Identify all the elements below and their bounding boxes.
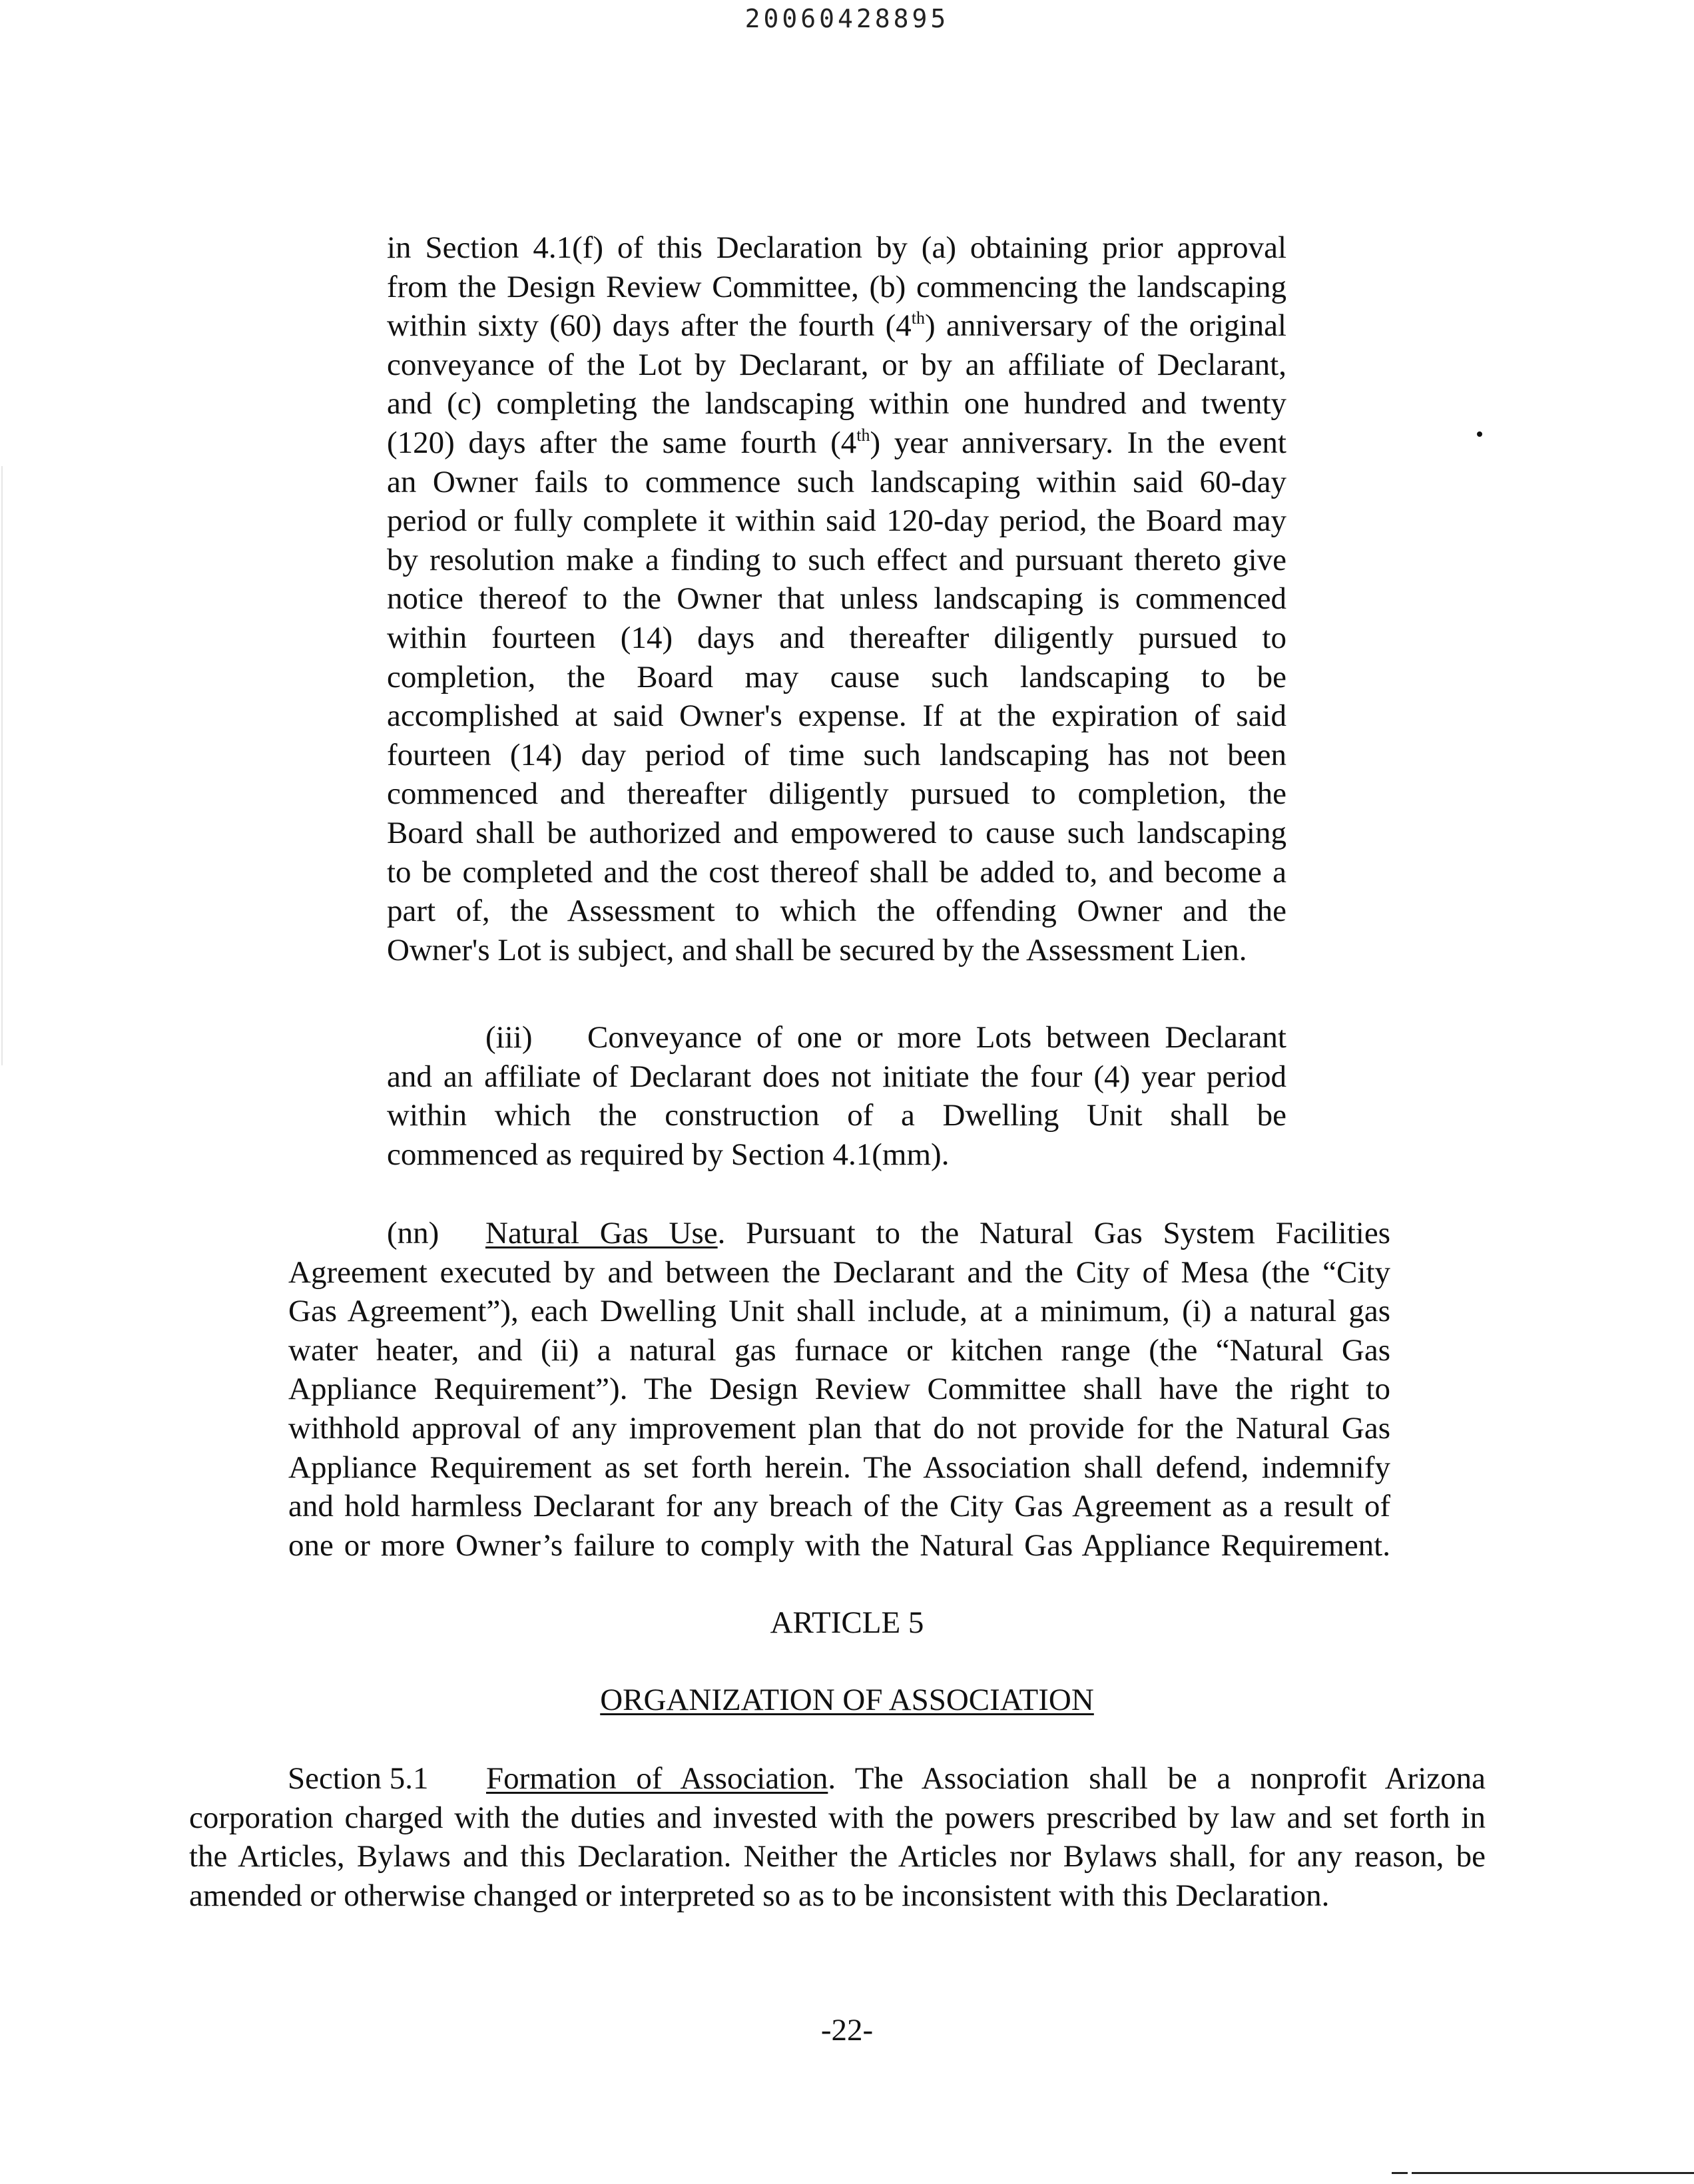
paragraph-line: completion, the Board may cause such landscaping to be bbox=[387, 659, 1286, 694]
paragraph-line: corporation charged with the duties and invested with the powers prescribed by law and set forth in bbox=[189, 1800, 1486, 1835]
section-marker: (nn) bbox=[387, 1216, 439, 1250]
section-heading: Formation of Association bbox=[486, 1761, 828, 1796]
paragraph-line: Gas Agreement”), each Dwelling Unit shall include, at a minimum, (i) a natural gas bbox=[288, 1294, 1390, 1329]
section-number: Section 5.1 bbox=[288, 1761, 429, 1796]
paragraph-line: Appliance Requirement”). The Design Review Committee shall have the right to bbox=[288, 1372, 1390, 1407]
superscript: th bbox=[911, 308, 926, 328]
paragraph-line: Appliance Requirement as set forth herein. The Association shall defend, indemnify bbox=[288, 1450, 1390, 1485]
paragraph-line: (120) days after the same fourth (4th) year anniversary. In the event bbox=[387, 425, 1286, 460]
paragraph-line: the Articles, Bylaws and this Declaration. Neither the Articles nor Bylaws shall, for any reason, be bbox=[189, 1839, 1486, 1874]
paragraph-line: (nn) Natural Gas Use. Pursuant to the Natural Gas System Facilities bbox=[288, 1214, 1390, 1253]
paragraph-line: to be completed and the cost thereof shall be added to, and become a bbox=[387, 854, 1286, 890]
paragraph-line: Section 5.1 Formation of Association. The Association shall be a nonprofit Arizona bbox=[189, 1759, 1486, 1798]
subsection-marker: (iii) bbox=[485, 1020, 533, 1055]
paragraph-line: amended or otherwise changed or interpreted so as to be inconsistent with this Declaration. bbox=[189, 1878, 1330, 1913]
paragraph-line: within sixty (60) days after the fourth (4th) anniversary of the original bbox=[387, 308, 1286, 344]
page-number: -22- bbox=[820, 2013, 874, 2048]
paragraph-line: commenced as required by Section 4.1(mm). bbox=[387, 1137, 950, 1172]
paragraph-line: fourteen (14) day period of time such landscaping has not been bbox=[387, 737, 1286, 772]
landscaping-paragraph bbox=[387, 228, 1286, 969]
superscript: th bbox=[856, 425, 870, 445]
paragraph-line: an Owner fails to commence such landscaping within said 60-day bbox=[387, 464, 1286, 499]
paragraph-line: Owner's Lot is subject, and shall be secured by the Assessment Lien. bbox=[387, 932, 1247, 967]
paragraph-line: in Section 4.1(f) of this Declaration by (a) obtaining prior approval bbox=[387, 230, 1286, 265]
paragraph-line: by resolution make a finding to such effect and pursuant thereto give bbox=[387, 542, 1286, 577]
section-heading: Natural Gas Use bbox=[485, 1216, 718, 1250]
article-title: ORGANIZATION OF ASSOCIATION bbox=[600, 1683, 1094, 1717]
article-number: ARTICLE 5 bbox=[770, 1605, 924, 1640]
subsection-iii bbox=[387, 1018, 1286, 1174]
paragraph-line: water heater, and (ii) a natural gas furnace or kitchen range (the “Natural Gas bbox=[288, 1332, 1390, 1368]
paragraph-line: within fourteen (14) days and thereafter diligently pursued to bbox=[387, 620, 1286, 655]
document-number: 20060428895 bbox=[744, 4, 950, 33]
paragraph-line: withhold approval of any improvement plan that do not provide for the Natural Gas bbox=[288, 1410, 1390, 1446]
section-nn bbox=[288, 1214, 1390, 1565]
paragraph-line: and an affiliate of Declarant does not initiate the four (4) year period bbox=[387, 1059, 1286, 1094]
paragraph-line: from the Design Review Committee, (b) commencing the landscaping bbox=[387, 269, 1286, 304]
paragraph-line: one or more Owner’s failure to comply with the Natural Gas Appliance Requirement. bbox=[288, 1527, 1390, 1563]
paragraph-line: (iii) Conveyance of one or more Lots between Declarant bbox=[387, 1018, 1286, 1057]
footer-rule bbox=[1412, 2172, 1694, 2174]
paragraph-line: Agreement executed by and between the Declarant and the City of Mesa (the “City bbox=[288, 1254, 1390, 1290]
paragraph-line: accomplished at said Owner's expense. If at the expiration of said bbox=[387, 698, 1286, 734]
stray-mark bbox=[1477, 431, 1482, 437]
scan-edge bbox=[1, 466, 3, 1065]
paragraph-line: commenced and thereafter diligently pursued to completion, the bbox=[387, 776, 1286, 812]
paragraph-line: period or fully complete it within said 120-day period, the Board may bbox=[387, 503, 1286, 539]
paragraph-line: Board shall be authorized and empowered to cause such landscaping bbox=[387, 815, 1286, 850]
paragraph-line: and hold harmless Declarant for any breach of the City Gas Agreement as a result of bbox=[288, 1489, 1390, 1524]
paragraph-line: and (c) completing the landscaping within one hundred and twenty bbox=[387, 386, 1286, 421]
paragraph-line: conveyance of the Lot by Declarant, or by an affiliate of Declarant, bbox=[387, 347, 1286, 382]
paragraph-line: within which the construction of a Dwelling Unit shall be bbox=[387, 1098, 1286, 1133]
paragraph-line: part of, the Assessment to which the offending Owner and the bbox=[387, 894, 1286, 929]
footer-rule-short bbox=[1392, 2172, 1408, 2174]
section-5-1 bbox=[189, 1759, 1486, 1915]
paragraph-line: notice thereof to the Owner that unless landscaping is commenced bbox=[387, 581, 1286, 617]
